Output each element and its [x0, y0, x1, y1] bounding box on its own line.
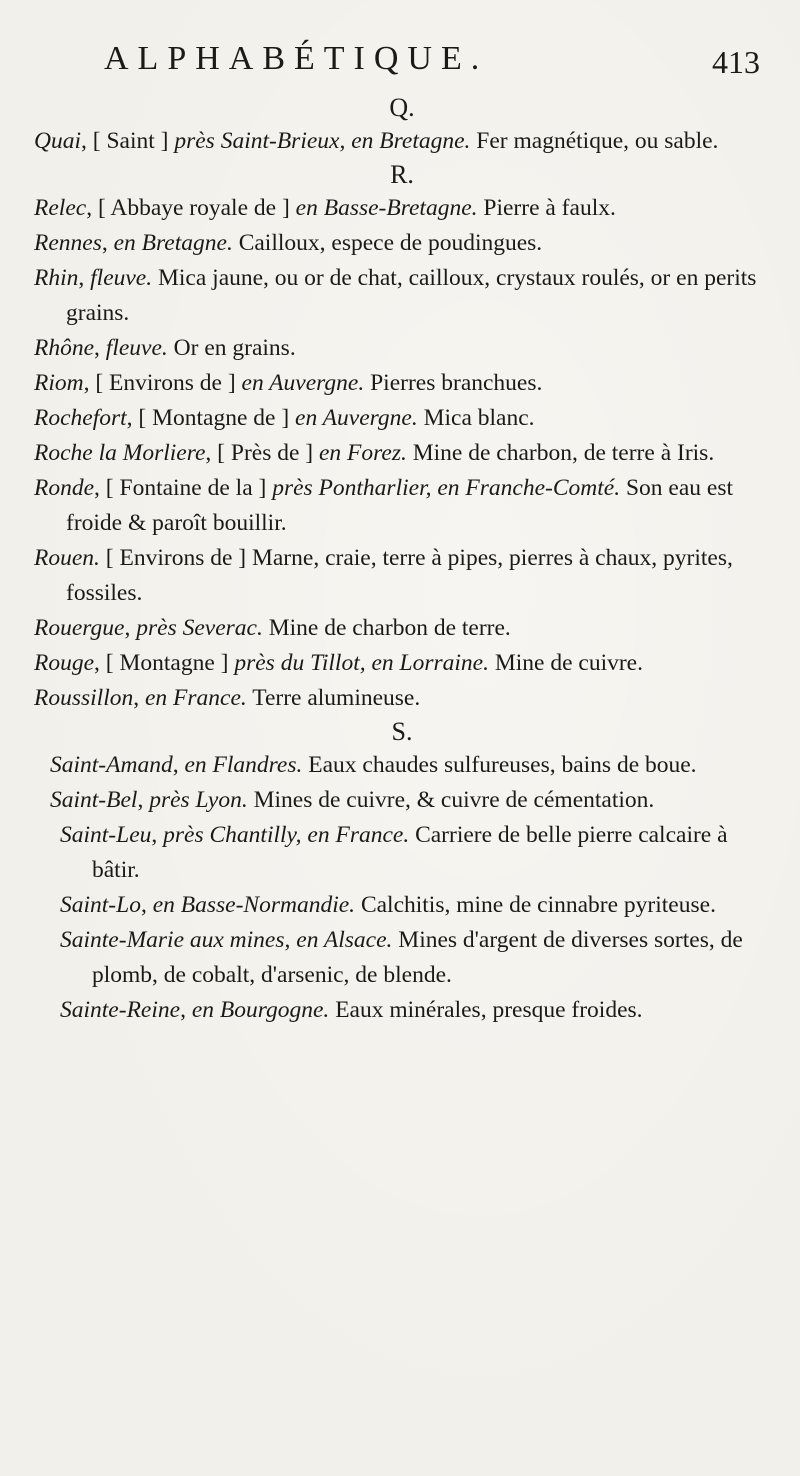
section-letter: S.	[391, 717, 413, 746]
entry-location: en Alsace.	[296, 927, 393, 953]
entry-qualifier: ,	[140, 892, 153, 918]
entry-text: Marne, craie, terre à pipes, pierres à chaux, pyrites, fossiles.	[66, 545, 733, 606]
list-item	[34, 646, 770, 681]
entry-text: Cailloux, espece de poudingues.	[232, 230, 543, 256]
entry-location: fleuve.	[105, 335, 168, 361]
place-name: Rhin	[34, 265, 79, 291]
entry-text: Or en grains.	[167, 335, 296, 361]
entry-qualifier: ,	[172, 752, 185, 778]
page-header	[34, 40, 770, 92]
place-name: Rhône	[34, 335, 95, 361]
entry-qualifier: ,	[133, 685, 145, 711]
entry-text: Mine de charbon de terre.	[262, 615, 511, 641]
list-item	[34, 124, 770, 159]
place-name: Rouen.	[34, 545, 100, 571]
entry-location: près Chantilly, en France.	[163, 822, 410, 848]
entry-list	[34, 748, 770, 1028]
place-name: Rennes	[34, 230, 102, 256]
place-name: Saint-Leu	[60, 822, 152, 848]
entry-location: en Flandres.	[184, 752, 303, 778]
entry-qualifier: , [ Montagne de ]	[126, 405, 296, 431]
list-item	[34, 611, 770, 646]
entry-qualifier: ,	[151, 822, 164, 848]
entry-qualifier: , [ Environs de ]	[83, 370, 242, 396]
entry-text: Carriere de belle pierre calcaire à bâtir.	[92, 822, 728, 883]
list-item	[34, 226, 770, 261]
list-item	[50, 783, 770, 818]
entry-location: près Saint-Brieux, en Bretagne.	[174, 128, 471, 154]
entry-text: Eaux chaudes sulfureuses, bains de boue.	[302, 752, 697, 778]
place-name: Roche la Morliere	[34, 440, 206, 466]
section-s	[34, 716, 770, 1028]
entry-text: Mines de cuivre, & cuivre de cémentation.	[247, 787, 655, 813]
entry-text: Son eau est froide & paroît bouillir.	[66, 475, 734, 536]
entry-text: Pierres branchues.	[364, 370, 543, 396]
entry-qualifier: ,	[78, 265, 91, 291]
page-number: 413	[712, 44, 760, 80]
entry-qualifier: ,	[137, 787, 150, 813]
entry-location: près Pontharlier, en Franche-Comté.	[272, 475, 621, 501]
place-name: Rouge	[34, 650, 95, 676]
entry-location: en Bourgogne.	[191, 997, 330, 1023]
list-item	[34, 681, 770, 716]
entry-location: en Forez.	[318, 440, 407, 466]
list-item	[34, 436, 770, 471]
place-name: Riom	[34, 370, 84, 396]
running-head: ALPHABÉTIQUE.	[104, 40, 489, 77]
entry-text: Mine de cuivre.	[488, 650, 643, 676]
entry-text: Mine de charbon, de terre à Iris.	[406, 440, 715, 466]
entry-location: en France.	[144, 685, 247, 711]
list-item	[34, 366, 770, 401]
place-name: Saint-Lo	[60, 892, 141, 918]
list-item	[60, 818, 770, 888]
list-item	[60, 923, 770, 993]
list-item	[34, 541, 770, 611]
section-letter: R.	[390, 160, 414, 189]
entry-list	[34, 191, 770, 716]
entry-qualifier: , [ Abbaye royale de ]	[86, 195, 296, 221]
entry-qualifier: , [ Saint ]	[81, 128, 175, 154]
list-item	[34, 261, 770, 331]
section-q	[34, 92, 770, 159]
list-item	[60, 993, 770, 1028]
entry-text: Terre alumineuse.	[246, 685, 421, 711]
entry-list	[34, 124, 770, 159]
entry-qualifier: ,	[101, 230, 114, 256]
entry-qualifier: ,	[284, 927, 297, 953]
place-name: Rouergue	[34, 615, 125, 641]
place-name: Saint-Bel	[50, 787, 138, 813]
entry-qualifier: , [ Près de ]	[205, 440, 319, 466]
entry-location: en Auvergne.	[241, 370, 365, 396]
entry-qualifier: , [ Montagne ]	[94, 650, 235, 676]
place-name: Quai	[34, 128, 81, 154]
entry-qualifier: ,	[124, 615, 137, 641]
list-item	[34, 331, 770, 366]
place-name: Sainte-Marie aux mines	[60, 927, 285, 953]
entry-text: Eaux minérales, presque froides.	[329, 997, 643, 1023]
list-item	[60, 888, 770, 923]
entry-location: en Basse-Normandie.	[152, 892, 356, 918]
place-name: Roussillon	[34, 685, 134, 711]
entry-qualifier: ,	[180, 997, 192, 1023]
place-name: Relec	[34, 195, 87, 221]
place-name: Saint-Amand	[50, 752, 173, 778]
entry-location: près Lyon.	[149, 787, 248, 813]
entry-location: en Basse-Bretagne.	[295, 195, 478, 221]
list-item	[34, 471, 770, 541]
entry-text: Mica blanc.	[417, 405, 535, 431]
entry-location: fleuve.	[90, 265, 153, 291]
entry-text: Mines d'argent de diverses sortes, de plomb, de cobalt, d'arsenic, de blende.	[92, 927, 743, 988]
section-letter: Q.	[389, 93, 415, 122]
entry-text: Fer magnétique, ou sable.	[470, 128, 719, 154]
place-name: Rochefort	[34, 405, 127, 431]
entry-location: en Auvergne.	[295, 405, 418, 431]
list-item	[34, 401, 770, 436]
entry-text: Pierre à faulx.	[477, 195, 616, 221]
entry-location: en Bretagne.	[113, 230, 233, 256]
section-r	[34, 159, 770, 716]
entry-qualifier: [ Environs de ]	[99, 545, 252, 571]
place-name: Sainte-Reine	[60, 997, 181, 1023]
list-item	[50, 748, 770, 783]
entry-text: Calchitis, mine de cinnabre pyriteuse.	[355, 892, 716, 918]
entry-qualifier: ,	[94, 335, 106, 361]
entry-location: près Severac.	[136, 615, 263, 641]
entry-qualifier: , [ Fontaine de la ]	[94, 475, 273, 501]
entry-text: Mica jaune, ou or de chat, cailloux, crystaux roulés, or en perits grains.	[66, 265, 757, 326]
place-name: Ronde	[34, 475, 95, 501]
list-item	[34, 191, 770, 226]
entry-location: près du Tillot, en Lorraine.	[234, 650, 489, 676]
